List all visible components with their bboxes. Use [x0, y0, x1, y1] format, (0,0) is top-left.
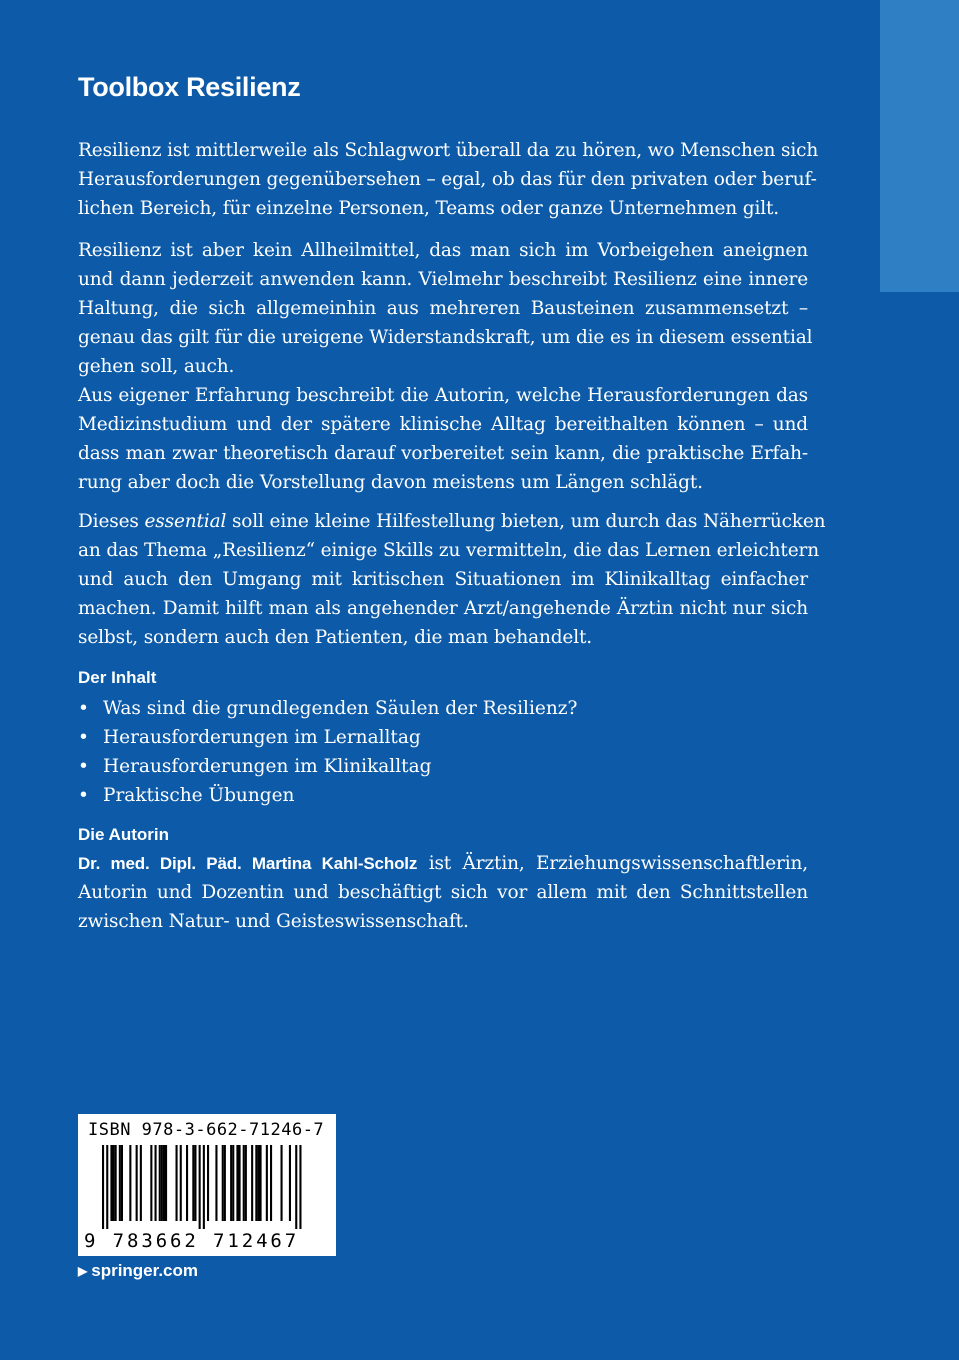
text-line: Autorin und Dozentin und beschäftigt sich vor allem mit den Schnittstellen [78, 882, 808, 903]
barcode-bar [186, 1145, 188, 1221]
list-item [78, 752, 577, 781]
barcode-bar [270, 1145, 272, 1221]
text-fragment: Dieses [78, 511, 145, 532]
text-fragment: soll eine kleine Hilfestellung bieten, um durch das Näherrücken [226, 511, 826, 532]
barcode-bar [239, 1145, 241, 1221]
barcode-bar [110, 1145, 112, 1221]
barcode-bar [113, 1145, 115, 1221]
paragraph-2 [78, 236, 813, 497]
bullet: • [78, 756, 89, 777]
text-line: selbst, sondern auch den Patienten, die man behandelt. [78, 627, 593, 648]
list-item [78, 781, 577, 810]
paragraph-1 [78, 136, 819, 223]
barcode-bar [159, 1145, 161, 1221]
italic-term: essential [144, 511, 227, 532]
bullet: • [78, 727, 89, 748]
barcode-bar [203, 1145, 205, 1229]
text-line: machen. Damit hilft man als angehender Arzt/angehende Ärztin nicht nur sich [78, 598, 808, 619]
barcode-bar [243, 1145, 245, 1221]
text-line: Medizinstudium und der spätere klinische Alltag bereithalten können – und [78, 414, 808, 435]
barcode-bar [163, 1145, 165, 1221]
barcode-bar [115, 1145, 117, 1221]
text-line: dass man zwar theoretisch darauf vorbereitet sein kann, die praktische Erfah- [78, 443, 808, 464]
isbn-digits: 9 783662 712467 [84, 1230, 300, 1252]
publisher-link-text: springer.com [91, 1261, 198, 1280]
text-line: Aus eigener Erfahrung beschreibt die Autorin, welche Herausforderungen das [78, 385, 808, 406]
contents-heading: Der Inhalt [78, 668, 157, 687]
text-line [78, 849, 808, 878]
barcode-bar [176, 1145, 178, 1221]
isbn-label: ISBN 978-3-662-71246-7 [88, 1120, 325, 1140]
barcode-bar [245, 1145, 247, 1221]
text-line: zwischen Natur- und Geisteswissenschaft. [78, 911, 469, 932]
barcode-bar [236, 1145, 238, 1221]
barcode-bar [222, 1145, 224, 1221]
barcode-bar [295, 1145, 297, 1229]
text-line: Herausforderungen gegenübersehen – egal, ob das für den privaten oder beruf- [78, 169, 817, 190]
barcode-bar [266, 1145, 268, 1221]
contents-list [78, 694, 577, 810]
text-line: Resilienz ist aber kein Allheilmittel, das man sich im Vorbeigehen aneignen [78, 240, 808, 261]
barcode-bar [155, 1145, 157, 1221]
author-name: Dr. med. Dipl. Päd. Martina Kahl-Scholz [78, 854, 418, 873]
barcode-bar [251, 1145, 253, 1221]
barcode-bar [165, 1145, 167, 1221]
barcode-bar [299, 1145, 301, 1229]
barcode-bar [106, 1145, 108, 1229]
text-line [78, 507, 826, 536]
isbn-barcode [78, 1114, 336, 1256]
text-line: genau das gilt für die ureigene Widerstandskraft, um die es in diesem essential [78, 327, 813, 348]
barcode-bar [129, 1145, 131, 1221]
author-bio [78, 849, 808, 936]
paragraph-3 [78, 507, 826, 652]
barcode-bars [102, 1145, 312, 1229]
side-color-tab [880, 0, 959, 292]
barcode-bar [207, 1145, 209, 1221]
list-item-text: Herausforderungen im Klinikalltag [103, 756, 432, 777]
barcode-bar [260, 1145, 262, 1221]
barcode-bar [161, 1145, 163, 1221]
barcode-bar [180, 1145, 182, 1221]
barcode-bar [224, 1145, 226, 1221]
barcode-bar [102, 1145, 104, 1229]
barcode-bar [215, 1145, 217, 1221]
barcode-bar [121, 1145, 123, 1221]
barcode-bar [150, 1145, 152, 1221]
barcode-bar [119, 1145, 121, 1221]
bullet: • [78, 698, 89, 719]
barcode-bar [199, 1145, 201, 1229]
text-fragment: ist Ärztin, Erziehungswissenschaftlerin, [417, 853, 808, 874]
list-item [78, 694, 577, 723]
text-line: gehen soll, auch. [78, 356, 235, 377]
barcode-bar [192, 1145, 194, 1221]
barcode-bar [232, 1145, 234, 1221]
book-title: Toolbox Resilienz [78, 72, 301, 102]
barcode-bar [194, 1145, 196, 1221]
barcode-bar [136, 1145, 138, 1221]
barcode-bar [255, 1145, 257, 1221]
text-line: lichen Bereich, für einzelne Personen, Teams oder ganze Unternehmen gilt. [78, 198, 779, 219]
list-item [78, 723, 577, 752]
barcode-bar [281, 1145, 283, 1221]
barcode-bar [140, 1145, 142, 1221]
author-heading: Die Autorin [78, 825, 169, 844]
text-line: an das Thema „Resilienz“ einige Skills zu vermitteln, die das Lernen erleichtern [78, 540, 819, 561]
publisher-link[interactable] [78, 1261, 198, 1281]
text-line: und auch den Umgang mit kritischen Situationen im Klinikalltag einfacher [78, 569, 808, 590]
barcode-bar [230, 1145, 232, 1221]
barcode-bar [289, 1145, 291, 1221]
text-line: und dann jederzeit anwenden kann. Vielmehr beschreibt Resilienz eine innere [78, 269, 808, 290]
list-item-text: Herausforderungen im Lernalltag [103, 727, 421, 748]
text-line: rung aber doch die Vorstellung davon meistens um Längen schlägt. [78, 472, 703, 493]
bullet: • [78, 785, 89, 806]
list-item-text: Praktische Übungen [103, 785, 295, 806]
play-arrow-icon: ▶ [78, 1264, 88, 1278]
barcode-bar [257, 1145, 259, 1221]
text-line: Haltung, die sich allgemeinhin aus mehreren Bausteinen zusammensetzt – [78, 298, 808, 319]
text-line: Resilienz ist mittlerweile als Schlagwort überall da zu hören, wo Menschen sich [78, 140, 819, 161]
list-item-text: Was sind die grundlegenden Säulen der Resilienz? [103, 698, 578, 719]
